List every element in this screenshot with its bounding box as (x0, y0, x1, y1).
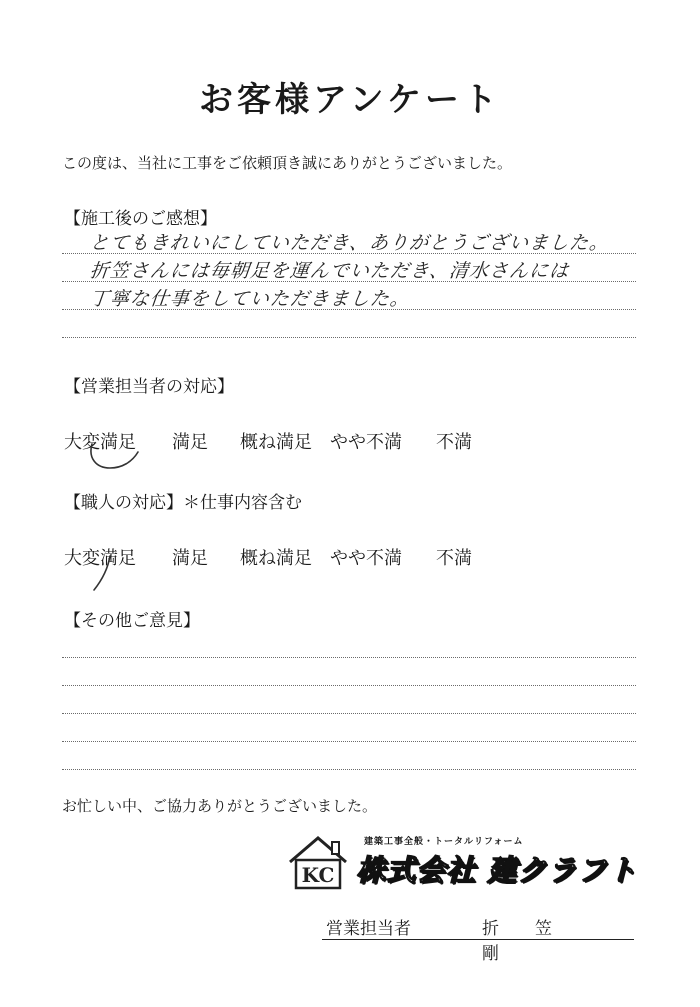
rating-option-mostly-satisfied[interactable]: 概ね満足 (240, 432, 312, 453)
rating-option-mostly-satisfied[interactable]: 概ね満足 (240, 548, 312, 569)
rating-option-satisfied[interactable]: 満足 (172, 432, 208, 453)
ruled-line (62, 741, 636, 742)
logo-company-name: 株式会社 建クラフト (356, 853, 638, 887)
intro-text: この度は、当社に工事をご依頼頂き誠にありがとうございました。 (62, 154, 513, 172)
rating-option-somewhat-dissatisfied[interactable]: やや不満 (330, 432, 402, 453)
ruled-line (62, 657, 636, 658)
ruled-line (62, 337, 636, 338)
logo-mark-text: KC (301, 863, 335, 887)
ruled-line (62, 769, 636, 770)
craftsman-response-label: 【職人の対応】＊仕事内容含む (64, 493, 302, 513)
other-opinions-lines[interactable] (62, 630, 636, 770)
rating-option-somewhat-dissatisfied[interactable]: やや不満 (330, 548, 402, 569)
rating-option-dissatisfied[interactable]: 不満 (436, 548, 472, 569)
rating-option-very-satisfied[interactable]: 大変満足 (64, 432, 136, 453)
ruled-line (62, 685, 636, 686)
handwritten-line: 丁寧な仕事をしていただきました。 (88, 288, 412, 310)
craftsman-rating-row (64, 544, 624, 574)
rating-option-satisfied[interactable]: 満足 (172, 548, 208, 569)
page-title: お客様アンケート (199, 80, 501, 120)
logo-tagline: 建築工事全般・トータルリフォーム (364, 837, 524, 847)
sales-response-label: 【営業担当者の対応】 (64, 377, 234, 397)
signature-label: 営業担当者 (326, 919, 411, 939)
rating-option-very-satisfied[interactable]: 大変満足 (64, 548, 136, 569)
signature-name: 折笠 剛 (482, 919, 641, 964)
signature-row (322, 910, 641, 964)
rating-option-dissatisfied[interactable]: 不満 (436, 432, 472, 453)
impressions-label: 【施工後のご感想】 (64, 209, 217, 229)
handwritten-line: とてもきれいにしていただき、ありがとうございました。 (88, 232, 611, 254)
handwritten-line: 折笠さんには毎朝足を運んでいただき、清水さんには (88, 260, 571, 282)
ruled-line (62, 713, 636, 714)
sales-rating-row (64, 428, 624, 458)
house-logo-icon (286, 834, 350, 892)
company-logo (286, 832, 638, 894)
closing-text: お忙しい中、ご協力ありがとうございました。 (62, 797, 378, 815)
other-opinions-label: 【その他ご意見】 (64, 611, 200, 631)
signature-underline (322, 939, 634, 940)
impressions-lines (62, 222, 636, 352)
